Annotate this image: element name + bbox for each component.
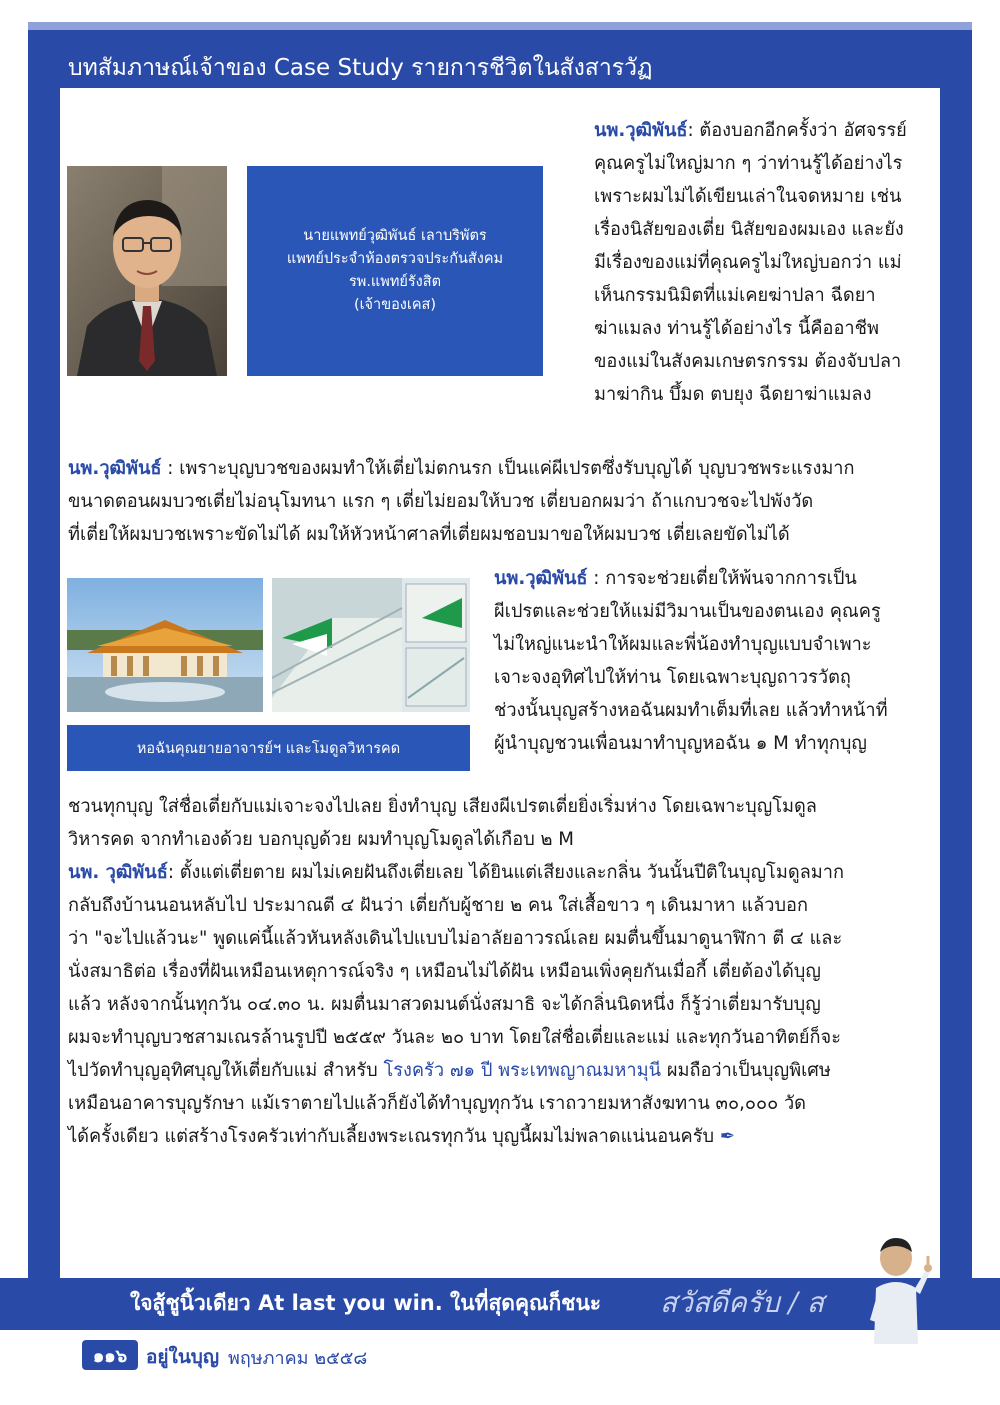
text-line: เหมือนอาคารบุญรักษา แม้เราตายไปแล้วก็ยังได้ทำบุญทุกวัน เราถวายมหาสังฆทาน ๓๐,๐๐๐ วัด	[68, 1093, 806, 1114]
text-line: กลับถึงบ้านนอนหลับไป ประมาณตี ๔ ฝันว่า เตี่ยกับผู้ชาย ๒ คน ใส่เสื้อขาว ๆ เดินมาหา แล้วบอก	[68, 895, 808, 916]
interview-block-1	[594, 114, 930, 411]
text-line: มีเรื่องของแม่ที่คุณครูไม่ใหญ่บอกว่า แม่	[594, 252, 902, 273]
kitchen-highlight: โรงครัว ๗๑ ปี พระเทพญาณมหามุนี	[383, 1060, 662, 1081]
profile-role: (เจ้าของเคส)	[353, 297, 437, 313]
magazine-name: อยู่ในบุญ	[146, 1346, 220, 1368]
cloister-module-photo	[272, 578, 470, 712]
text-line: ที่เตี่ยให้ผมบวชเพราะขัดไม่ได้ ผมให้หัวหน้าศาลที่เตี่ยผมชอบมาขอให้ผมบวช เตี่ยเลยขัดไม่ได้	[68, 524, 790, 545]
page-number: ๑๑๖	[82, 1340, 138, 1370]
text-line: เพราะผมไม่ได้เขียนเล่าในจดหมาย เช่น	[594, 186, 902, 207]
text-line: คุณครูไม่ใหญ่มาก ๆ ว่าท่านรู้ได้อย่างไร	[594, 153, 903, 174]
frame-right	[940, 88, 972, 1278]
text-line: ชวนทุกบุญ ใส่ชื่อเตี่ยกับแม่เจาะจงไปเลย ยิ่งทำบุญ เสียงผีเปรตเตี่ยยิ่งเริ่มห่าง โดยเฉพาะบุญโมดูล	[68, 796, 817, 817]
text-line: เรื่องนิสัยของเตี่ย นิสัยของผมเอง และยัง	[594, 219, 904, 240]
text-line: มาฆ่ากิน บึ้มด ตบยุง ฉีดยาฆ่าแมลง	[594, 384, 872, 405]
text-line: : ตั้งแต่เตี่ยตาย ผมไม่เคยฝันถึงเตี่ยเลย ได้ยินแต่เสียงและกลิ่น วันนั้นปีติในบุญโมดูลมาก	[167, 862, 844, 883]
text-line: เห็นกรรมนิมิตที่แม่เคยฆ่าปลา ฉีดยา	[594, 285, 876, 306]
signature: สวัสดีครับ / ส	[660, 1286, 824, 1319]
profile-name: นายแพทย์วุฒิพันธ์ เลาบริพัตร	[303, 228, 487, 244]
text-line: ผู้นำบุญชวนเพื่อนมาทำบุญหอฉัน ๑ M ทำทุกบุญ	[494, 733, 867, 754]
mascot-figure	[856, 1232, 936, 1344]
text-line: ไม่ใหญ่แนะนำให้ผมและพี่น้องทำบุญแบบจำเพาะ	[494, 634, 872, 655]
text-line: ผมถือว่าเป็นบุญพิเศษ	[661, 1060, 831, 1081]
text-line: ช่วงนั้นบุญสร้างหอฉันผมทำเต็มที่เลย แล้วทำหน้าที่	[494, 700, 888, 721]
interview-block-2	[68, 452, 930, 551]
profile-position: แพทย์ประจำห้องตรวจประกันสังคม	[286, 251, 504, 267]
text-line: แล้ว หลังจากนั้นทุกวัน ๐๔.๓๐ น. ผมตื่นมาสวดมนต์นั่งสมาธิ จะได้กลิ่นนิดหนึ่ง ก็รู้ว่าเตี่ยมารับบุญ	[68, 994, 821, 1015]
interview-block-4	[68, 790, 930, 856]
text-line: ได้ครั้งเดียว แต่สร้างโรงครัวเท่ากับเลี้ยงพระเณรทุกวัน บุญนี้ผมไม่พลาดแน่นอนครับ	[68, 1126, 715, 1147]
frame-left	[28, 88, 60, 1278]
speaker-name: นพ.วุฒิพันธ์	[494, 568, 588, 589]
text-line: : ต้องบอกอีกครั้งว่า อัศจรรย์	[687, 120, 907, 141]
speaker-name: นพ. วุฒิพันธ์	[68, 862, 168, 883]
text-line: ขนาดตอนผมบวชเตี่ยไม่อนุโมทนา แรก ๆ เตี่ยไม่ยอมให้บวช เตี่ยบอกผมว่า ถ้าแกบวชจะไปพังวัด	[68, 491, 814, 512]
text-line: ฆ่าแมลง ท่านรู้ได้อย่างไร นี้คืออาชีพ	[594, 318, 879, 339]
dining-hall-photo	[67, 578, 263, 712]
interview-block-3	[494, 562, 930, 760]
doctor-photo	[67, 166, 227, 376]
issue-date: พฤษภาคม ๒๕๕๘	[228, 1348, 368, 1369]
profile-caption	[247, 166, 543, 376]
interview-block-5	[68, 856, 930, 1153]
profile-hospital: รพ.แพทย์รังสิต	[348, 274, 442, 290]
speaker-name: นพ.วุฒิพันธ์	[594, 120, 688, 141]
slogan: ใจสู้ชูนิ้วเดียว At last you win. ในที่สุดคุณก็ชนะ	[130, 1290, 602, 1315]
feather-icon: ✒	[719, 1126, 736, 1147]
text-line: วิหารคด จากทำเองด้วย บอกบุญด้วย ผมทำบุญโมดูลได้เกือบ ๒ M	[68, 829, 574, 850]
text-line: : เพราะบุญบวชของผมทำให้เตี่ยไม่ตกนรก เป็นแค่ผีเปรตซึ่งรับบุญได้ บุญบวชพระแรงมาก	[161, 458, 855, 479]
text-line: ว่า "จะไปแล้วนะ" พูดแค่นี้แล้วหันหลังเดินไปแบบไม่อาลัยอาวรณ์เลย ผมตื่นขึ้นมาดูนาฬิกา ตี ๔ และ	[68, 928, 843, 949]
header-title: บทสัมภาษณ์เจ้าของ Case Study รายการชีวิตในสังสารวัฏ	[68, 55, 653, 81]
text-line: นั่งสมาธิต่อ เรื่องที่ฝันเหมือนเหตุการณ์จริง ๆ เหมือนไม่ได้ฝัน เหมือนเพิ่งคุยกันเมื่อกี้ เตี่ยต้องได้บุญ	[68, 961, 821, 982]
text-line: ผีเปรตและช่วยให้แม่มีวิมานเป็นของตนเอง คุณครู	[494, 601, 881, 622]
text-line: ไปวัดทำบุญอุทิศบุญให้เตี่ยกับแม่ สำหรับ	[68, 1060, 384, 1081]
text-line: เจาะจงอุทิศไปให้ท่าน โดยเฉพาะบุญถาวรวัตถุ	[494, 667, 851, 688]
text-line: ผมจะทำบุญบวชสามเณรล้านรูปปี ๒๕๕๙ วันละ ๒๐ บาท โดยใส่ชื่อเตี่ยและแม่ และทุกวันอาทิตย์ก็จะ	[68, 1027, 841, 1048]
header-bar	[28, 22, 972, 88]
text-line: ของแม่ในสังคมเกษตรกรรม ต้องจับปลา	[594, 351, 902, 372]
speaker-name: นพ.วุฒิพันธ์	[68, 458, 162, 479]
image-caption: หอฉันคุณยายอาจารย์ฯ และโมดูลวิหารคด	[67, 725, 470, 771]
text-line: : การจะช่วยเตี่ยให้พ้นจากการเป็น	[587, 568, 857, 589]
